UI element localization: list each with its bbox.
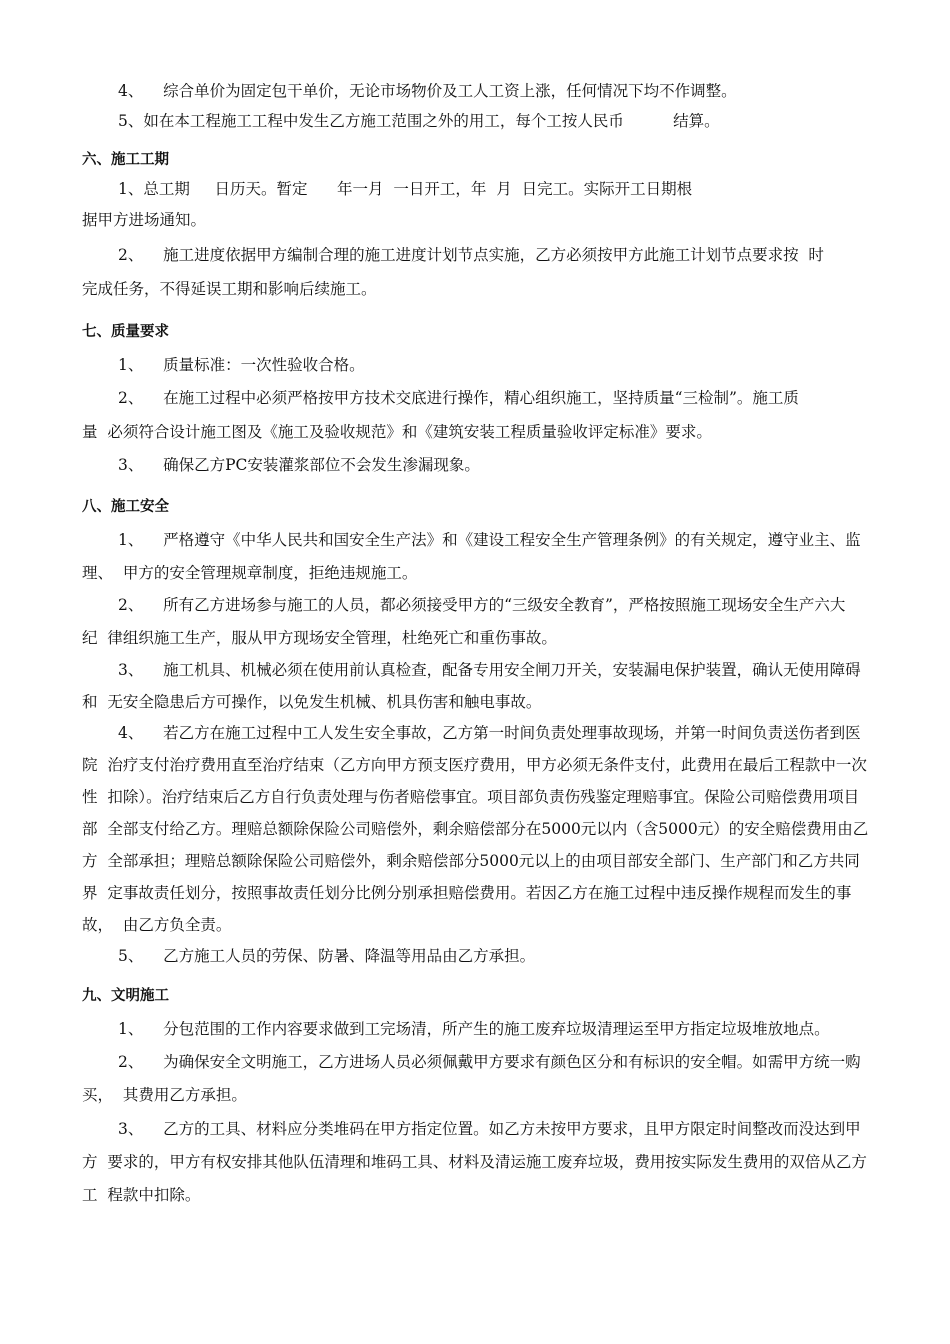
paragraph-line: 院 治疗支付治疗费用直至治疗结束（乙方向甲方预支医疗费用，甲方必须无条件支付，此费用在最后工程款中一次 bbox=[82, 756, 867, 774]
paragraph-line: 1、 质量标准：一次性验收合格。 bbox=[118, 356, 365, 374]
section-heading: 七、质量要求 bbox=[82, 324, 169, 340]
section-heading: 六、施工工期 bbox=[82, 152, 169, 168]
paragraph-line: 2、 施工进度依据甲方编制合理的施工进度计划节点实施，乙方必须按甲方此施工计划节点要求按 时 bbox=[118, 246, 824, 264]
paragraph-line: 3、 确保乙方PC安装灌浆部位不会发生渗漏现象。 bbox=[118, 456, 480, 474]
paragraph-line: 方 要求的，甲方有权安排其他队伍清理和堆码工具、材料及清运施工废弃垃圾，费用按实际发生费用的双倍从乙方 bbox=[82, 1153, 867, 1171]
paragraph-line: 买， 其费用乙方承担。 bbox=[82, 1086, 247, 1104]
paragraph-line: 性 扣除）。治疗结束后乙方自行负责处理与伤者赔偿事宜。项目部负责伤残鉴定理赔事宜。保险公司赔偿费用项目 bbox=[82, 788, 860, 806]
paragraph-line: 界 定事故责任划分，按照事故责任划分比例分别承担赔偿费用。若因乙方在施工过程中违反操作规程而发生的事 bbox=[82, 884, 852, 902]
paragraph-line: 5、如在本工程施工工程中发生乙方施工范围之外的用工，每个工按人民币 结算。 bbox=[118, 112, 720, 130]
paragraph-line: 2、 在施工过程中必须严格按甲方技术交底进行操作，精心组织施工，坚持质量“三检制”。施工质 bbox=[118, 389, 799, 407]
paragraph-line: 量 必须符合设计施工图及《施工及验收规范》和《建筑安装工程质量验收评定标准》要求。 bbox=[82, 423, 712, 441]
paragraph-line: 工 程款中扣除。 bbox=[82, 1186, 201, 1204]
paragraph-line: 5、 乙方施工人员的劳保、防暑、降温等用品由乙方承担。 bbox=[118, 947, 536, 965]
paragraph-line: 4、 若乙方在施工过程中工人发生安全事故，乙方第一时间负责处理事故现场，并第一时间负责送伤者到医 bbox=[118, 724, 861, 742]
paragraph-line: 1、 严格遵守《中华人民共和国安全生产法》和《建设工程安全生产管理条例》的有关规定，遵守业主、监 bbox=[118, 531, 861, 549]
paragraph-line: 3、 施工机具、机械必须在使用前认真检查，配备专用安全闸刀开关，安装漏电保护装置，确认无使用障碍 bbox=[118, 661, 861, 679]
paragraph-line: 3、 乙方的工具、材料应分类堆码在甲方指定位置。如乙方未按甲方要求，且甲方限定时间整改而没达到甲 bbox=[118, 1120, 861, 1138]
paragraph-line: 据甲方进场通知。 bbox=[82, 211, 207, 229]
paragraph-line: 理、 甲方的安全管理规章制度，拒绝违规施工。 bbox=[82, 564, 418, 582]
section-heading: 八、施工安全 bbox=[82, 499, 169, 515]
paragraph-line: 故， 由乙方负全责。 bbox=[82, 916, 232, 934]
paragraph-line: 完成任务，不得延误工期和影响后续施工。 bbox=[82, 280, 377, 298]
paragraph-line: 4、 综合单价为固定包干单价，无论市场物价及工人工资上涨，任何情况下均不作调整。 bbox=[118, 82, 737, 100]
paragraph-line: 方 全部承担；理赔总额除保险公司赔偿外，剩余赔偿部分5000元以上的由项目部安全部门、生产部门和乙方共同 bbox=[82, 852, 860, 870]
paragraph-line: 2、 所有乙方进场参与施工的人员，都必须接受甲方的“三级安全教育”，严格按照施工现场安全生产六大 bbox=[118, 596, 846, 614]
paragraph-line: 纪 律组织施工生产，服从甲方现场安全管理，杜绝死亡和重伤事故。 bbox=[82, 629, 557, 647]
section-heading: 九、文明施工 bbox=[82, 988, 169, 1004]
paragraph-line: 1、 分包范围的工作内容要求做到工完场清，所产生的施工废弃垃圾清理运至甲方指定垃圾堆放地点。 bbox=[118, 1020, 830, 1038]
paragraph-line: 1、总工期 日历天。暂定 年一月 一日开工，年 月 日完工。实际开工日期根 bbox=[118, 180, 693, 198]
paragraph-line: 2、 为确保安全文明施工，乙方进场人员必须佩戴甲方要求有颜色区分和有标识的安全帽。如需甲方统一购 bbox=[118, 1053, 861, 1071]
paragraph-line: 和 无安全隐患后方可操作，以免发生机械、机具伤害和触电事故。 bbox=[82, 693, 542, 711]
paragraph-line: 部 全部支付给乙方。理赔总额除保险公司赔偿外，剩余赔偿部分在5000元以内（含5000元）的安全赔偿费用由乙 bbox=[82, 820, 869, 838]
